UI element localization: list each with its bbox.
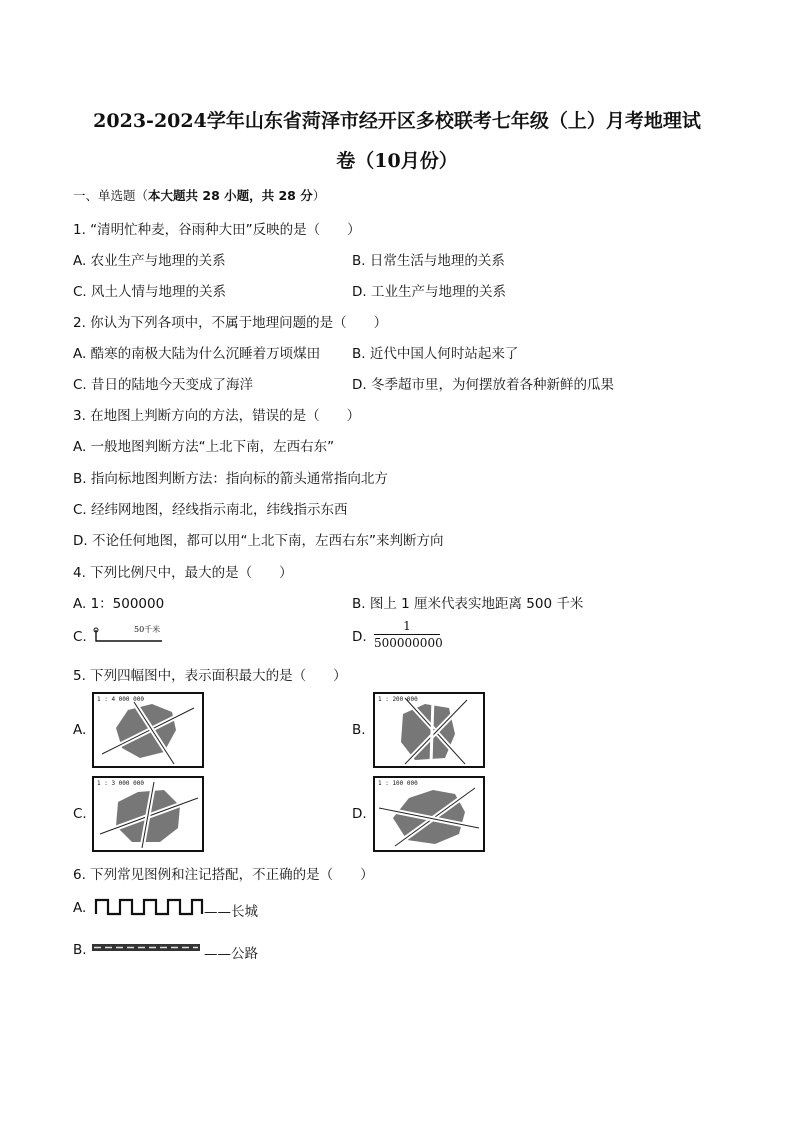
question-2-option-a: A. 酷寒的南极大陆为什么沉睡着万顷煤田	[73, 346, 321, 362]
map-a-icon	[94, 694, 202, 766]
question-6-option-a: A.	[73, 900, 87, 916]
question-5-stem: 5. 下列四幅图中，表示面积最大的是（ ）	[73, 668, 347, 684]
line-scale-label: 50千米	[134, 625, 161, 634]
great-wall-symbol-icon	[94, 896, 204, 916]
question-3-option-c: C. 经纬网地图，经线指示南北，纬线指示东西	[73, 502, 348, 518]
map-c-scale: 1 : 3 000 000	[97, 780, 144, 787]
line-scale-figure	[92, 624, 172, 646]
question-2-stem: 2. 你认为下列各项中，不属于地理问题的是（ ）	[73, 315, 388, 331]
road-symbol-icon	[92, 942, 200, 954]
section-suffix: ）	[312, 188, 326, 203]
question-5-option-c: C.	[73, 806, 87, 822]
question-5-option-a: A.	[73, 722, 87, 738]
question-1-option-c: C. 风土人情与地理的关系	[73, 284, 227, 300]
map-b	[373, 692, 485, 768]
question-3-option-a: A. 一般地图判断方法“上北下南，左西右东”	[73, 439, 335, 455]
question-2-option-b: B. 近代中国人何时站起来了	[352, 346, 519, 362]
question-4-option-a: A. 1：500000	[73, 596, 165, 612]
question-1-option-d: D. 工业生产与地理的关系	[352, 284, 506, 300]
question-1-stem: 1. “清明忙种麦，谷雨种大田”反映的是（ ）	[73, 222, 361, 238]
question-1-option-a: A. 农业生产与地理的关系	[73, 253, 226, 269]
map-c	[92, 776, 204, 852]
question-3-option-d: D. 不论任何地图，都可以用“上北下南，左西右东”来判断方向	[73, 533, 444, 549]
great-wall-label: ——长城	[204, 904, 258, 920]
document-title-line1: 2023-2024学年山东省菏泽市经开区多校联考七年级（上）月考地理试	[93, 110, 701, 132]
question-4-option-b: B. 图上 1 厘米代表实地距离 500 千米	[352, 596, 584, 612]
map-d-icon	[375, 778, 483, 850]
question-4-option-c: C.	[73, 629, 87, 645]
section-detail: 本大题共 28 小题，共 28 分	[148, 188, 313, 203]
question-4-stem: 4. 下列比例尺中，最大的是（ ）	[73, 565, 293, 581]
question-5-option-b: B.	[352, 722, 366, 738]
question-5-option-d: D.	[352, 806, 367, 822]
map-c-icon	[94, 778, 202, 850]
map-d-scale: 1 : 100 000	[378, 780, 418, 787]
question-6-stem: 6. 下列常见图例和注记搭配，不正确的是（ ）	[73, 867, 374, 883]
question-4-option-d: D.	[352, 629, 367, 645]
section-prefix: 一、单选题（	[73, 188, 149, 203]
map-b-scale: 1 : 200 000	[378, 696, 418, 703]
question-3-option-b: B. 指向标地图判断方法：指向标的箭头通常指向北方	[73, 471, 388, 487]
fraction-denominator: 500000000	[374, 636, 443, 650]
question-6-option-b: B.	[73, 942, 87, 958]
question-3-stem: 3. 在地图上判断方向的方法，错误的是（ ）	[73, 408, 361, 424]
question-2-option-d: D. 冬季超市里，为何摆放着各种新鲜的瓜果	[352, 377, 614, 393]
road-label: ——公路	[204, 946, 258, 962]
document-title-line2: 卷（10月份）	[336, 150, 458, 172]
fraction-numerator: 1	[374, 619, 440, 635]
map-a	[92, 692, 204, 768]
question-2-option-c: C. 昔日的陆地今天变成了海洋	[73, 377, 254, 393]
section-heading	[73, 186, 325, 204]
map-d	[373, 776, 485, 852]
map-b-icon	[375, 694, 483, 766]
question-1-option-b: B. 日常生活与地理的关系	[352, 253, 505, 269]
fraction-scale	[374, 619, 443, 650]
map-a-scale: 1 : 4 000 000	[97, 696, 144, 703]
